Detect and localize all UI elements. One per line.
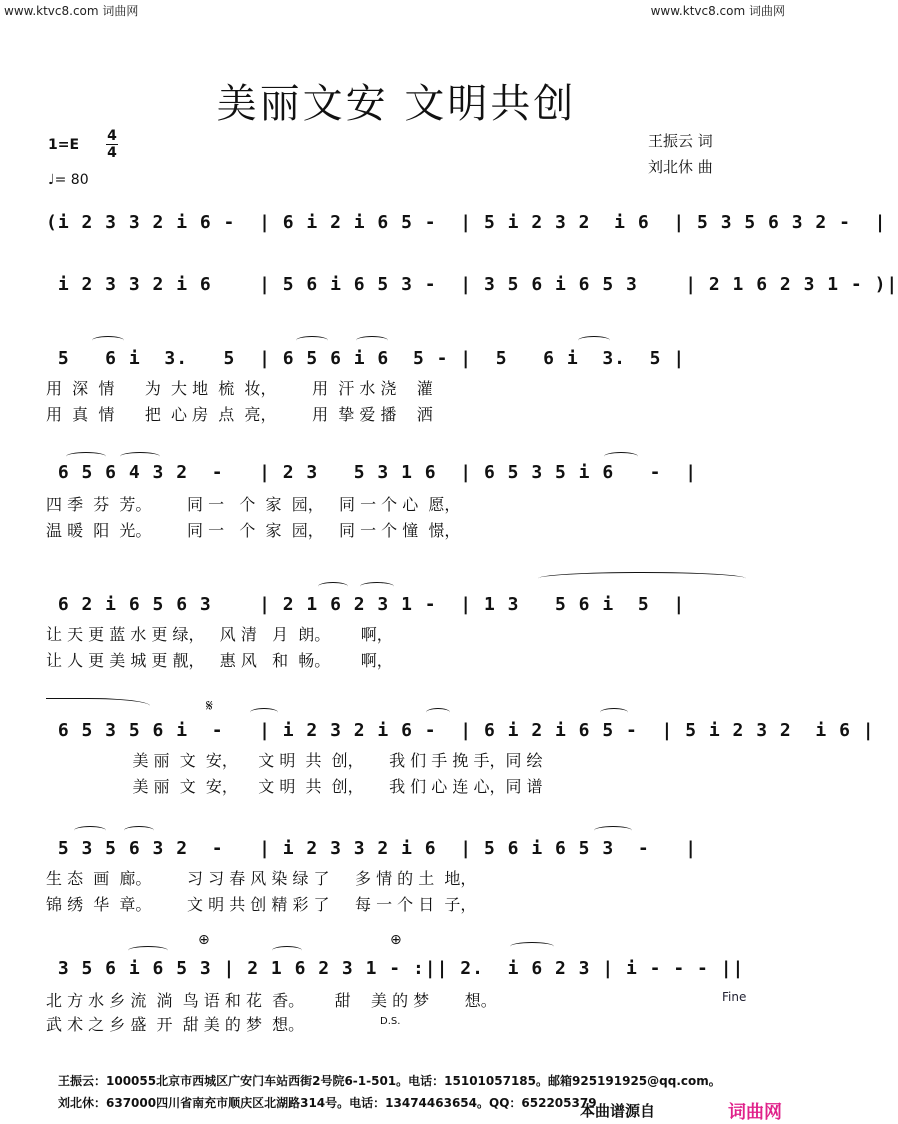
ds-marking: D.S. [380,1016,401,1027]
slur [578,336,610,345]
lyric-line: 生 态 画 廊。 习 习 春 风 染 绿 了 多 情 的 土 地， [46,869,477,888]
slur [66,452,106,461]
notation-row-7 [46,838,758,868]
notes: 6 5 3 5 6 i - | i 2 3 2 i 6 - | 6 i 2 i 6 5 - | 5 i 2 3 2 i 6 | [46,720,875,741]
lyric-line: 温 暖 阳 光。 同 一 个 家 园， 同 一 个 憧 憬， [46,521,461,540]
long-slur [538,572,746,585]
notes: 6 2 i 6 5 6 3 | 2 1 6 2 3 1 - | 1 3 5 6 i 5 | [46,594,686,615]
lyric-line: 四 季 芬 芳。 同 一 个 家 园， 同 一 个 心 愿， [46,495,461,514]
lyric-line: 让 人 更 美 城 更 靓， 惠 风 和 畅。 啊， [46,651,393,670]
notation-row-8 [46,958,758,988]
lyric-line: 让 天 更 蓝 水 更 绿， 风 清 月 朗。 啊， [46,625,393,644]
notation-row-4 [46,462,758,492]
coda-icon: ⊕ [198,932,210,948]
notation-row-5 [46,594,758,624]
lyric-line: 用 真 情 把 心 房 点 亮， 用 挚 爱 播 洒 [46,405,433,424]
lyric-line: 美 丽 文 安， 文 明 共 创， 我 们 心 连 心，同 谱 [46,777,543,796]
slur [120,452,160,461]
notes: 5 3 5 6 3 2 - | i 2 3 3 2 i 6 | 5 6 i 6 5 3 - | [46,838,698,859]
slur [272,946,302,955]
watermark-left: www.ktvc8.com 词曲网 [4,4,139,18]
slur [250,708,278,717]
key-signature: 1=E [48,137,80,153]
slur [296,336,328,345]
composer-credit: 刘北休 曲 [648,158,713,176]
slur [74,826,106,835]
segno-icon: 𝄋 [206,696,213,715]
footer-contact-1: 王振云：100055北京市西城区广安门车站西街2号院6-1-501。电话：15101057185。邮箱925191925@qq.com。 [58,1074,721,1088]
tempo-marking: ♩= 80 [48,172,89,188]
notes: i 2 3 3 2 i 6 | 5 6 i 6 5 3 - | 3 5 6 i 6 5 3 | 2 1 6 2 3 1 - )| [46,274,898,295]
watermark-right: www.ktvc8.com 词曲网 [650,4,785,18]
notes: (i 2 3 3 2 i 6 - | 6 i 2 i 6 5 - | 5 i 2 3 2 i 6 | 5 3 5 6 3 2 - | [46,212,887,233]
footer-contact-2: 刘北休：637000四川省南充市顺庆区北湖路314号。电话：13474463654。QQ：652205379 [58,1096,597,1110]
lyricist-credit: 王振云 词 [648,132,713,150]
slur [360,582,394,591]
long-slur [46,698,150,711]
source-label: 本曲谱源自 [580,1102,656,1120]
slur [510,942,554,951]
lyric-line: 锦 绣 华 章。 文 明 共 创 精 彩 了 每 一 个 日 子， [46,895,477,914]
slur [92,336,124,345]
fine-marking: Fine [722,990,747,1004]
lyric-line: 美 丽 文 安， 文 明 共 创， 我 们 手 挽 手，同 绘 [46,751,543,770]
notation-row-6 [46,720,875,750]
slur [318,582,348,591]
slur [594,826,632,835]
site-logo[interactable]: 词曲网 [728,1102,782,1123]
time-signature [106,128,118,161]
lyric-line: 北 方 水 乡 流 淌 鸟 语 和 花 香。 甜 美 的 梦 想。 [46,991,497,1010]
slur [604,452,638,461]
slur [124,826,154,835]
slur [356,336,388,345]
lyric-line: 武 术 之 乡 盛 开 甜 美 的 梦 想。 [46,1015,305,1034]
notes: 5 6 i 3. 5 | 6 5 6 i 6 5 - | 5 6 i 3. 5 | [46,348,686,369]
song-title: 美丽文安 文明共创 [216,81,577,127]
lyric-line: 用 深 情 为 大 地 梳 妆， 用 汗 水 浇 灌 [46,379,433,398]
slur [600,708,628,717]
time-sig-bottom: 4 [107,145,117,161]
slur [426,708,450,717]
notes: 3 5 6 i 6 5 3 | 2 1 6 2 3 1 - :|| 2. i 6 2 3 | i - - - || [46,958,745,979]
time-sig-top: 4 [107,128,117,144]
coda-icon: ⊕ [390,932,402,948]
notation-row-2 [46,274,898,304]
slur [128,946,168,955]
notation-row-3 [46,348,758,378]
notes: 6 5 6 4 3 2 - | 2 3 5 3 1 6 | 6 5 3 5 i 6 - | [46,462,698,483]
notation-row-1 [46,212,887,242]
